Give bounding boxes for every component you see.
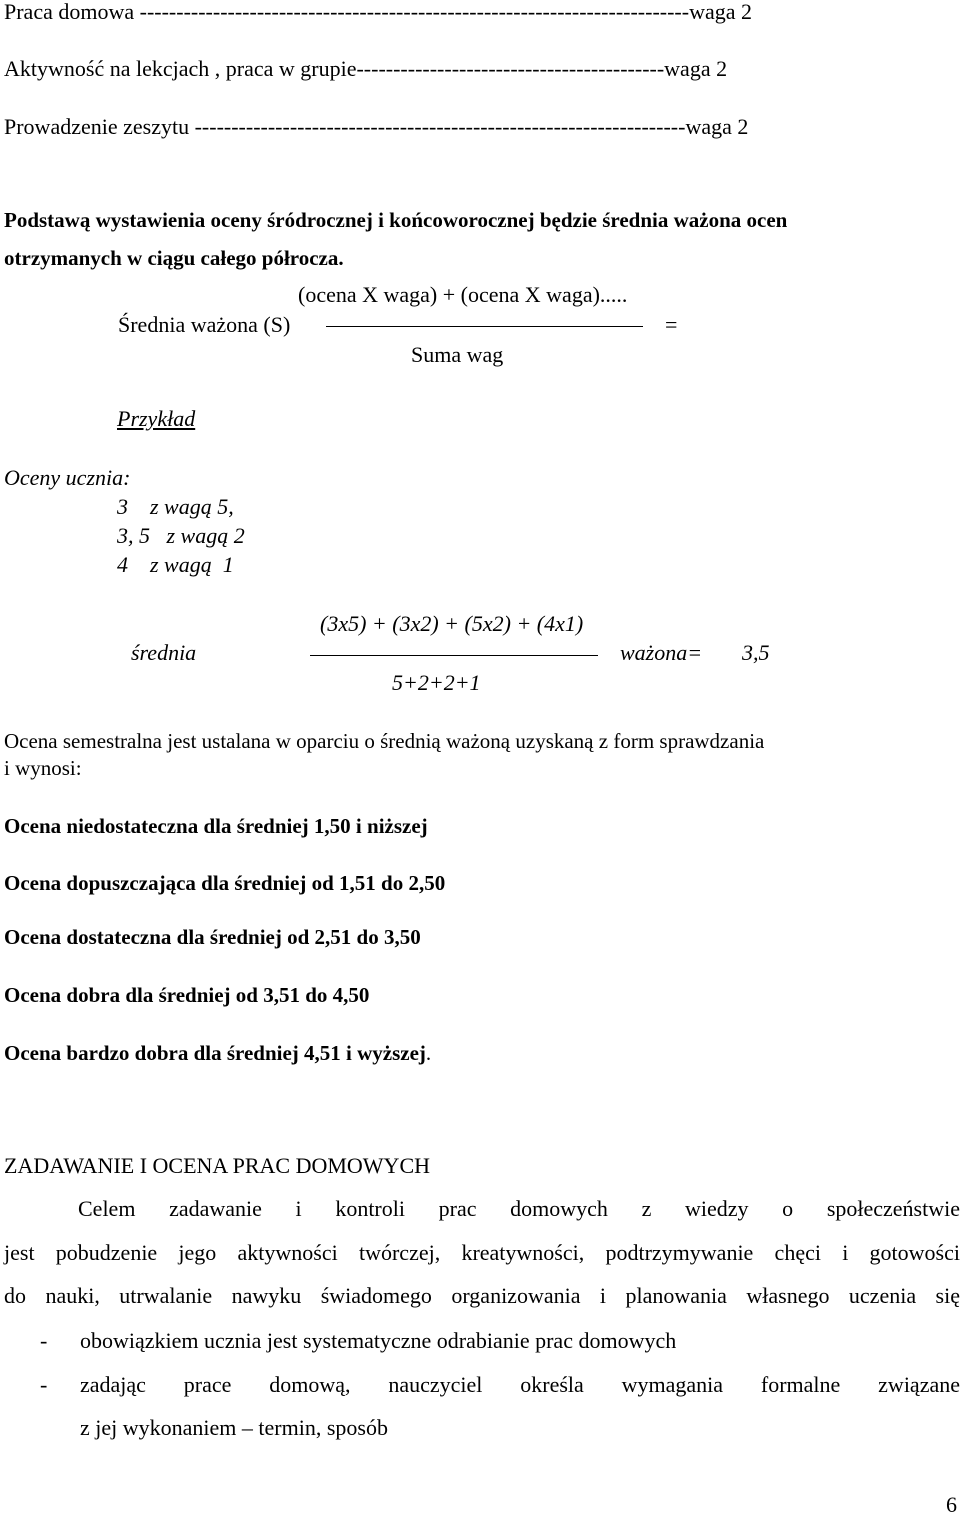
weight-line-notebook: Prowadzenie zeszytu -------------------------------------------------------------------waga 2 [4, 114, 749, 139]
grade-item: 4 z wagą 1 [117, 552, 234, 577]
scale-very-good-line [4, 1040, 431, 1066]
example-numerator: (3x5) + (3x2) + (5x2) + (4x1) [320, 611, 584, 636]
formula-numerator: (ocena X waga) + (ocena X waga)..... [298, 282, 628, 307]
bullet-2-line-1: zadając prace domową, nauczyciel określa wymagania formalne związane [80, 1372, 960, 1397]
formula-denominator: Suma wag [411, 342, 504, 367]
grade-item: 3, 5 z wagą 2 [117, 523, 245, 548]
homework-heading: ZADAWANIE I OCENA PRAC DOMOWYCH [4, 1153, 431, 1178]
formula-equals: = [665, 312, 678, 337]
bullet-2-line-2: z jej wykonaniem – termin, sposób [80, 1415, 388, 1440]
example-fraction-bar [310, 655, 598, 656]
formula-fraction-bar [326, 326, 643, 327]
scale-tail: . [425, 1041, 432, 1065]
scale-very-good: Ocena bardzo dobra dla średniej 4,51 i wyższej [4, 1041, 426, 1065]
basis-line-1: Podstawą wystawienia oceny śródrocznej i końcoworocznej będzie średnia ważona ocen [4, 208, 788, 232]
grade-item: 3 z wagą 5, [117, 494, 234, 519]
example-result: 3,5 [742, 640, 770, 665]
page-number: 6 [946, 1492, 957, 1517]
homework-para-line-1: Celem zadawanie i kontroli prac domowych z wiedzy o społeczeństwie [78, 1196, 960, 1221]
example-heading: Przykład [117, 406, 196, 431]
scale-sufficient-min: Ocena dopuszczająca dla średniej od 1,51 do 2,50 [4, 871, 446, 895]
formula-label: Średnia ważona (S) [118, 312, 291, 337]
homework-para-line-3: do nauki, utrwalanie nawyku świadomego organizowania i planowania własnego uczenia się [4, 1283, 960, 1308]
bullet-dash: - [40, 1372, 48, 1397]
weight-line-homework: Praca domowa ---------------------------------------------------------------------------waga 2 [4, 0, 752, 24]
homework-para-line-2: jest pobudzenie jego aktywności twórczej, kreatywności, podtrzymywanie chęci i gotowości [4, 1240, 960, 1265]
semester-line-2: i wynosi: [4, 756, 82, 780]
scale-good: Ocena dobra dla średniej od 3,51 do 4,50 [4, 983, 370, 1007]
example-denominator: 5+2+2+1 [392, 670, 481, 695]
grades-label: Oceny ucznia: [4, 465, 131, 490]
bullet-1: obowiązkiem ucznia jest systematyczne odrabianie prac domowych [80, 1328, 677, 1353]
semester-line-1: Ocena semestralna jest ustalana w oparciu o średnią ważoną uzyskaną z form sprawdzania [4, 729, 765, 753]
example-left-label: średnia [131, 640, 197, 665]
example-right-label: ważona= [620, 640, 703, 665]
scale-satisfactory: Ocena dostateczna dla średniej od 2,51 do 3,50 [4, 925, 421, 949]
bullet-dash: - [40, 1328, 48, 1353]
weight-line-activity: Aktywność na lekcjach , praca w grupie------------------------------------------waga 2 [4, 56, 728, 81]
basis-line-2: otrzymanych w ciągu całego półrocza. [4, 246, 344, 270]
scale-insufficient: Ocena niedostateczna dla średniej 1,50 i niższej [4, 814, 428, 838]
